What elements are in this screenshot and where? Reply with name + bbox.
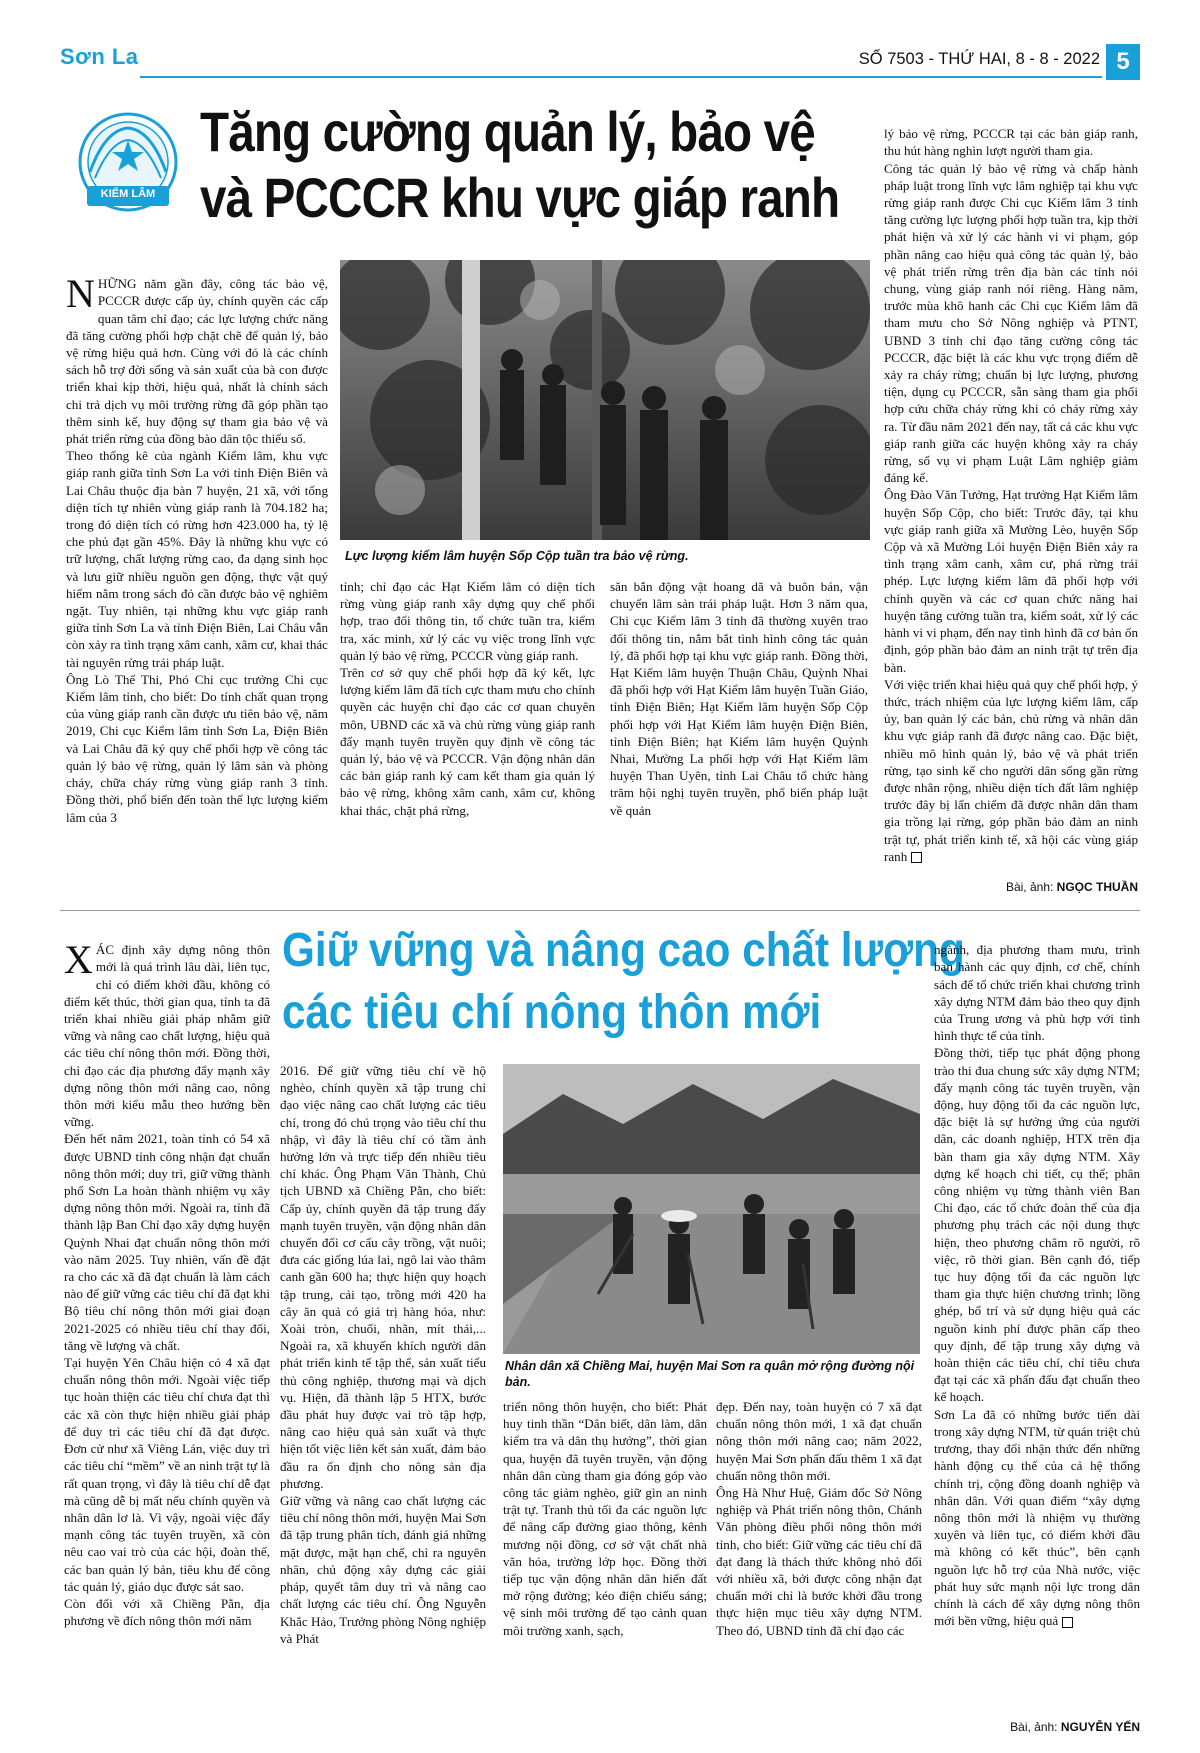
issue-info: SỐ 7503 - THỨ HAI, 8 - 8 - 2022 <box>858 50 1100 68</box>
forest-patrol-photo <box>340 260 870 540</box>
article1-title-line2: và PCCCR khu vực giáp ranh <box>200 166 840 229</box>
page-number <box>1106 44 1140 80</box>
end-mark-icon <box>1062 1617 1073 1628</box>
article2-credit <box>934 1720 1140 1734</box>
credit-author: NGUYỄN YẾN <box>1060 1720 1140 1734</box>
emblem-label: KIỂM LÂM <box>100 188 156 200</box>
section-name: Sơn La <box>60 44 139 69</box>
article-divider <box>60 910 1140 911</box>
article1-col4-text: lý bảo vệ rừng, PCCCR tại các bản giáp ranh, thu hút hàng nghìn lượt người tham gia. Công tác quản lý bảo vệ rừng và chấp hành pháp luật trong lĩnh vực lâm nghiệp tại khu vực rừng giáp ranh được Chi cục Kiểm lâm 3 tỉnh tăng cường lực lượng phối hợp tuần tra, kịp thời phát hiện và xử lý các hành vi vi phạm, góp phần nâng cao hiệu quả công tác quản lý, bảo vệ phát triển rừng trên địa bàn các tỉnh nói chung, vùng giáp ranh nói riêng. Hàng năm, trước mùa khô hanh các Chi cục Kiểm lâm đã tham mưu cho Sở Nông nghiệp và PTNT, UBND 3 tỉnh chỉ đạo tăng cường công tác PCCCR, đặc biệt là các khu vực trọng điểm dễ xảy ra cháy rừng; chuẩn bị lực lượng, phương tiện, dụng cụ PCCCR, sẵn sàng tham gia phối hợp cứu chữa cháy rừng khi có cháy rừng xảy ra. Từ đầu năm 2021 đến nay, tất cả các khu vực giáp ranh giữa các huyện không xảy ra cháy rừng, số vụ vi phạm Luật Lâm nghiệp giảm đáng kể. Ông Đào Văn Tưởng, Hạt trưởng Hạt Kiểm lâm huyện Sốp Cộp, cho biết: Trước đây, tại khu vực giáp ranh giữa xã Mường Lèo, huyện Sốp Cộp và xã Mường Lói huyện Điện Biên xảy ra tình trạng xâm canh, xâm cư, phá rừng trái phép. Lực lượng kiểm lâm đã phối hợp với chính quyền và các cơ quan chức năng hai huyện tăng cường tuần tra, kiểm soát, xử lý các hành vi vi phạm, đến nay tình hình đã cơ bản ổn định, góp phần bảo đảm an ninh trật tự trên địa bàn. Với việc triển khai hiệu quả quy chế phối hợp, ý thức, trách nhiệm của lực lượng kiểm lâm, cấp ủy, ban quản lý các bản, chủ rừng và nhân dân khu vực giáp ranh đã được nâng cao. Đặc biệt, nhiều mô hình quản lý, bảo vệ và phát triển rừng, tạo sinh kế cho người dân sống gần rừng được nhân rộng, nhiều diện tích đất lâm nghiệp trước đây bị lấn chiếm đã được nhân dân tham gia trồng lại rừng, góp phần bảo đảm an ninh trật tự, phát triển kinh tế, xã hội các vùng giáp ranh <box>884 126 1138 864</box>
article2-title-line1: Giữ vững và nâng cao chất lượng <box>282 924 965 977</box>
article1-dropcap: N <box>66 271 95 317</box>
header-rule <box>140 76 1102 78</box>
article1-column-1 <box>66 258 328 906</box>
article1-column-2: tỉnh; chỉ đạo các Hạt Kiểm lâm có diện tích rừng vùng giáp ranh xây dựng quy chế phối hợp, trao đổi thông tin, tổ chức tuần tra, kiểm tra, xác minh, xử lý các vụ việc trong lĩnh vực quản lý bảo vệ rừng, PCCCR vùng giáp ranh. Trên cơ sở quy chế phối hợp đã ký kết, lực lượng kiểm lâm đã tích cực tham mưu cho chính quyền các huyện chỉ đạo các cơ quan chuyên môn, UBND các xã và chủ rừng vùng giáp ranh đẩy mạnh tuyên truyền quy định về công tác quản lý, bảo vệ và PCCCR. Vận động nhân dân các bản giáp ranh ký cam kết tham gia quản lý bảo vệ rừng, không xâm canh, xâm cư, không khai thác, chặt phá rừng, <box>340 579 595 818</box>
article1-photo-caption: Lực lượng kiểm lâm huyện Sốp Cộp tuần tra bảo vệ rừng. <box>345 549 689 563</box>
article1-credit <box>884 880 1138 894</box>
road-building-photo <box>503 1064 920 1354</box>
end-mark-icon <box>911 852 922 863</box>
article2-column-5 <box>934 924 1140 1718</box>
page-number-text: 5 <box>1116 48 1130 75</box>
article2-col5-text: ngành, địa phương tham mưu, trình ban hành các quy định, cơ chế, chính sách để tổ chức triển khai chương trình xây dựng NTM đảm bảo theo quy định của Trung ương và phù hợp với tình hình thực tế của tỉnh. Đồng thời, tiếp tục phát động phong trào thi đua chung sức xây dựng NTM; đẩy mạnh công tác tuyên truyền, vận động, huy động tối đa các nguồn lực, đặc biệt là sự hưởng ứng của người dân, các doanh nghiệp, HTX trên địa bàn tham gia xây dựng NTM. Xây dựng kế hoạch chi tiết, cụ thể; phân công nhiệm vụ từng thành viên Ban Chỉ đạo, các tổ chức đoàn thể của địa phương phụ trách các nội dung thực hiện, theo phương châm rõ người, rõ việc, rõ thời gian. Bên cạnh đó, tiếp tục huy động tối đa các nguồn lực tham gia thực hiện chương trình; lồng ghép, bố trí và sử dụng hiệu quả các nguồn kinh phí được phân cấp theo quy định, để tập trung xây dựng và hoàn thiện các tiêu chí, chỉ tiêu chưa đạt tại các xã phấn đấu đạt chuẩn theo kế hoạch. Sơn La đã có những bước tiến dài trong xây dựng NTM, từ quán triệt chủ trương, thay đổi nhận thức đến những hành động cụ thể của cả hệ thống chính trị, cộng đồng doanh nghiệp và nhân dân. Với quan điểm “xây dựng nông thôn mới là nhiệm vụ thường xuyên và liên tục, có điểm khởi đầu mà không có kết thúc”, bên cạnh nguồn lực hỗ trợ của Nhà nước, việc phát huy sức mạnh nội lực trong dân chính là cách để xây dựng nông thôn mới bền vững, hiệu quả <box>934 942 1140 1629</box>
article2-photo-caption: Nhân dân xã Chiềng Mai, huyện Mai Sơn ra quân mở rộng đường nội bản. <box>505 1359 915 1389</box>
credit-label: Bài, ảnh: <box>1005 880 1054 894</box>
article2-column-2: 2016. Để giữ vững tiêu chí về hộ nghèo, chính quyền xã tập trung chỉ đạo việc nâng cao chất lượng các tiêu chí, trong đó chú trọng vào tiêu chí thu nhập, vì đây là tiêu chí có tầm ảnh hưởng lớn và trực tiếp đến nhiều tiêu chí khác. Ông Phạm Văn Thành, Chủ tịch UBND xã Chiềng Pằn, cho biết: Cấp ủy, chính quyền đã tập trung đẩy mạnh tuyên truyền, vận động nhân dân chuyển đổi cơ cấu cây trồng, vật nuôi; đưa các giống lúa lai, ngô lai vào thâm canh gần 600 ha; thực hiện quy hoạch tập trung, cải tạo, trồng mới 420 ha cây ăn quả có giá trị hàng hóa, như: Xoài tròn, chuối, nhãn, mít thái,... Ngoài ra, xã khuyến khích người dân phát triển kinh tế tập thể, sản xuất tiểu thủ công nghiệp, thương mại và dịch vụ. Hiện, đã thành lập 5 HTX, bước đầu phát huy được vai trò tập hợp, nâng cao hiệu quả sản xuất và thực hiện tốt việc liên kết sản xuất, đảm bảo đầu ra ổn định cho nông sản địa phương. Giữ vững và nâng cao chất lượng các tiêu chí nông thôn mới, huyện Mai Sơn đã tập trung phân tích, đánh giá những mặt được, mặt hạn chế, chỉ ra nguyên nhân, chủ động xây dựng các giải pháp, quyết tâm duy trì và nâng cao chất lượng các tiêu chí. Ông Nguyễn Khắc Hảo, Trưởng phòng Nông nghiệp và Phát <box>280 1063 486 1646</box>
article2-title-line2: các tiêu chí nông thôn mới <box>282 986 822 1039</box>
article2-column-4: đẹp. Đến nay, toàn huyện có 7 xã đạt chuẩn nông thôn mới, 1 xã đạt chuẩn nông thôn mới nâng cao; năm 2022, huyện Mai Sơn phấn đấu thêm 1 xã đạt chuẩn nông thôn mới. Ông Hà Như Huệ, Giám đốc Sở Nông nghiệp và Phát triển nông thôn, Chánh Văn phòng điều phối nông thôn mới tỉnh, cho biết: Giữ vững các tiêu chí đã đạt đang là thách thức không nhỏ đối với nhiều xã, bởi được công nhận đạt chuẩn mới chỉ là bước khởi đầu trong thực hiện mục tiêu xây dựng NTM. Theo đó, UBND tỉnh đã chỉ đạo các <box>716 1399 922 1638</box>
article1-column-3: săn bắn động vật hoang dã và buôn bán, vận chuyển lâm sản trái pháp luật. Hơn 3 năm qua, Chi cục Kiểm lâm 3 tỉnh đã thường xuyên trao đổi thông tin, nắm bắt tình hình công tác quản lý, đã phối hợp tại khu vực giáp ranh. Đồng thời, Hạt Kiểm lâm huyện Thuận Châu, Quỳnh Nhai đã phối hợp với Hạt Kiểm lâm huyện Tuần Giáo, tỉnh Điện Biên; Hạt Kiểm lâm huyện Sốp Cộp phối hợp với Hạt Kiểm lâm huyện Điện Biên, tỉnh Điện Biên; hạt Kiểm lâm huyện Quỳnh Nhai, Mường La phối hợp với Hạt Kiểm lâm huyện Than Uyên, tỉnh Lai Châu tổ chức hàng trăm hội nghị tuyên truyền, phổ biến pháp luật về quản <box>610 579 868 818</box>
article1-title-line1: Tăng cường quản lý, bảo vệ <box>200 100 815 163</box>
article1-column-4 <box>884 108 1138 880</box>
article2-dropcap: X <box>64 937 93 983</box>
credit-author: NGỌC THUẦN <box>1056 880 1138 894</box>
article2-col1-text: ÁC định xây dựng nông thôn mới là quá trình lâu dài, liên tục, chỉ có điểm khởi đầu, không có điểm kết thúc, thời gian qua, tỉnh ta đã triển khai nhiều giải pháp nhằm giữ vững và nâng cao chất lượng, hiệu quả các tiêu chí nông thôn mới. Đồng thời, chỉ đạo các địa phương đẩy mạnh xây dựng nông thôn mới nâng cao, nông thôn mới kiểu mẫu theo hướng bền vững. Đến hết năm 2021, toàn tỉnh có 54 xã được UBND tỉnh công nhận đạt chuẩn nông thôn mới; duy trì, giữ vững thành phố Sơn La hoàn thành nhiệm vụ xây dựng nông thôn mới. Ngoài ra, tỉnh đã thành lập Ban Chỉ đạo xây dựng huyện Quỳnh Nhai đạt chuẩn nông thôn mới vào năm 2025. Tuy nhiên, vấn đề đặt ra cho các xã đã đạt chuẩn là làm cách nào để giữ vững các tiêu chí đã đạt khi Bộ tiêu chí nông thôn mới giai đoạn 2021-2025 có nhiều tiêu chí thay đổi, tăng về lượng và chất. Tại huyện Yên Châu hiện có 4 xã đạt chuẩn nông thôn mới. Ngoài việc tiếp tục hoàn thiện các tiêu chí chưa đạt thì các xã còn thực hiện nhiều giải pháp để duy trì các tiêu chí đã đạt được. Đơn cử như xã Viêng Lán, việc duy trì các tiêu chí “mềm” về an ninh trật tự là rất quan trọng, vì đây là tiêu chí dễ đạt mà cũng dễ bị mất nếu chính quyền và nhân dân lơ là. Vì vậy, ngoài việc đẩy mạnh công tác tuyên truyền, xã còn nêu cao vai trò của các hội, đoàn thể, các ban quản lý bản, tiêu khu để công tác quản lý, giáo dục được sát sao. Còn đối với xã Chiềng Pằn, địa phương về đích nông thôn mới năm <box>64 942 270 1629</box>
article1-col1-text: HỮNG năm gần đây, công tác bảo vệ, PCCCR được cấp ủy, chính quyền các cấp quan tâm chỉ đạo; các lực lượng chức năng đã tăng cường phối hợp chặt chẽ để quản lý, bảo vệ rừng hiệu quả hơn. Cùng với đó là các chính sách hỗ trợ đời sống và sản xuất của bà con được triển khai kịp thời, hiệu quả, nhất là chính sách chi trả dịch vụ môi trường rừng đã góp phần tạo thêm sinh kế, huy động sự tham gia bảo vệ và phát triển rừng của đồng bào dân tộc thiểu số. Theo thống kê của ngành Kiểm lâm, khu vực giáp ranh giữa tỉnh Sơn La với tỉnh Điện Biên và Lai Châu thuộc địa bàn 7 huyện, 21 xã, với tổng diện tích tự nhiên vùng giáp ranh là 704.182 ha; trong đó diện tích có rừng hơn 423.000 ha, tỷ lệ che phủ đạt gần 45%. Đây là những khu vực có trữ lượng, chất lượng rừng cao, đa dạng sinh học và lưu giữ nhiều nguồn gen động, thực vật quý hiếm nằm trong sách đỏ cần được bảo vệ nghiêm ngặt. Tuy nhiên, tại những khu vực giáp ranh giữa tỉnh Sơn La và tỉnh Điện Biên, Lai Châu vẫn còn xảy ra tình trạng xâm canh, xâm cư, khai thác tài nguyên rừng trái pháp luật. Ông Lò Thế Thi, Phó Chi cục trưởng Chi cục Kiểm lâm tỉnh, cho biết: Do tính chất quan trọng của vùng giáp ranh cần được ưu tiên bảo vệ, năm 2019, Chi cục Kiểm lâm tỉnh Sơn La, Điện Biên và Lai Châu đã ký quy chế phối hợp về công tác quản lý bảo vệ rừng, quản lý lâm sản và phòng cháy, chữa cháy rừng vùng giáp ranh 3 tỉnh. Đồng thời, phổ biến đến toàn thể lực lượng kiểm lâm của 3 <box>66 276 328 825</box>
article2-column-1 <box>64 924 270 1724</box>
article2-column-3: triển nông thôn huyện, cho biết: Phát huy tinh thần “Dân biết, dân làm, dân kiểm tra và dân thụ hưởng”, thời gian qua, huyện đã tuyên truyền, vận động nhân dân cùng tham gia đóng góp vào công tác giảm nghèo, giữ gìn an ninh trật tự. Tranh thủ tối đa các nguồn lực để nâng cấp đường giao thông, kênh mương nội đồng, cơ sở vật chất nhà văn hóa, trường lớp học. Đồng thời tiếp tục vận động nhân dân hiến đất mở rộng đường; kéo điện chiếu sáng; vệ sinh môi trường để tạo cảnh quan môi trường xanh, sạch, <box>503 1399 707 1638</box>
credit-label: Bài, ảnh: <box>1010 1720 1058 1734</box>
kiem-lam-emblem-icon <box>65 110 191 220</box>
